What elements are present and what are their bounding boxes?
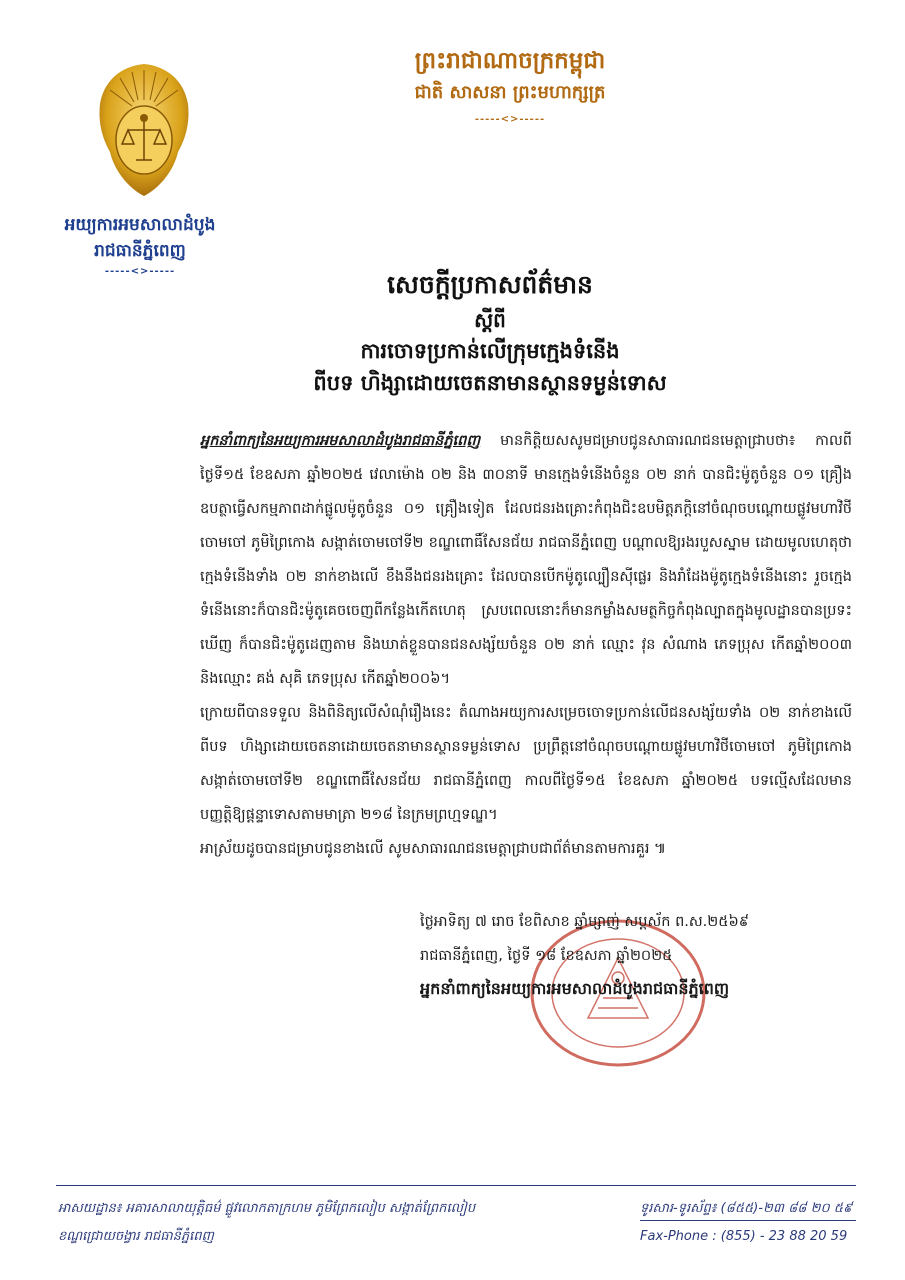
kingdom-header [380,44,640,125]
phone-english: Fax-Phone : (855) - 23 88 20 59 [640,1229,848,1244]
footer-divider [56,1185,856,1186]
date-block [420,905,850,973]
title-line2: ស្តីពី [474,308,506,332]
kingdom-title: ព្រះរាជាណាចក្រកម្ពុជា [414,47,606,74]
gregorian-date: រាជធានីភ្នំពេញ, ថ្ងៃទី ១៨ ខែឧសភា ឆ្នាំ២០២៥ [420,948,673,964]
office-name-line1: អយ្យការអមសាលាដំបូង [64,215,216,235]
issuing-office [40,212,240,277]
body-paragraph-3: អាស្រ័យដូចបានជម្រាបជូនខាងលើ សូមសាធារណជនមេត្តាជ្រាបជាព័ត៌មានតាមការគួរ ៕ [200,841,667,857]
announcement-body [200,424,852,866]
spokesperson-lead: អ្នកនាំពាក្យនៃអយ្យការអមសាលាដំបូងរាជធានីភ្នំពេញ [200,433,481,449]
title-line3: ការចោទប្រកាន់លើក្រុមក្មេងទំនើង [360,338,620,363]
footer-contact [640,1195,860,1251]
lunar-date: ថ្ងៃអាទិត្យ ៧ រោច ខែពិសាខ ឆ្នាំម្សាញ់ សប្តស័ក ព.ស.២៥៦៩ [420,914,750,930]
body-paragraph-1-text: មានកិត្តិយសសូមជម្រាបជូនសាធារណជនមេត្តាជ្រាបថា៖ កាលពីថ្ងៃទី១៥ ខែឧសភា ឆ្នាំ២០២៥ វេលាម៉ោង ០២ និង ៣០នាទី មានក្មេងទំនើងចំនួន ០២ នាក់ បានជិះម៉ូតូចំនួន ០១ គ្រឿង ឧបត្ថាធ្វើសកម្មភាពដាក់ផ្លូលម៉ូតូចំនួន ០១ គ្រឿងទៀត ដែលជនរងគ្រោះកំពុងជិះឧបមិត្តភក្តិនៅចំណុចបណ្តោយផ្លូវមហាវិថីចោមចៅ ភូមិព្រៃកោង សង្កាត់ចោមចៅទី២ ខណ្ឌពោធិ៍សែនជ័យ រាជធានីភ្នំពេញ បណ្តាលឱ្យរងរបួសស្នាម ដោយមូលហេតុថាក្មេងទំនើងទាំង ០២ នាក់ខាងលើ ខឹងនឹងជនរងគ្រោះ ដែលបានបើកម៉ូតូល្បឿនស៊ីផ្លេរ និងរាំដែងម៉ូតូក្មេងទំនើងនោះ រួចក្មេងទំនើងនោះក៏បានជិះម៉ូតូគេចចេញពីកន្លែងកើតហេតុ ស្របពេលនោះក៏មានកម្លាំងសមត្ថកិច្ចកំពុងល្បាតក្នុងមូលដ្ឋានបានប្រទះឃើញ ក៏បានជិះម៉ូតូដេញតាម និងឃាត់ខ្លួនបានជនសង្ស័យចំនួន ០២ នាក់ ឈ្មោះ វុន សំណាង ភេទប្រុស កើតឆ្នាំ២០០៣ និងឈ្មោះ គង់ សុគិ ភេទប្រុស កើតឆ្នាំ២០០៦។ [200,433,852,687]
phone-khmer: ទូរសារ-ទូរស័ព្ទ៖ (៨៥៥)-២៣ ៨៨ ២០ ៥៩ [640,1201,853,1216]
title-line1: សេចក្តីប្រកាសព័ត៌មាន [387,270,593,299]
national-motto: ជាតិ សាសនា ព្រះមហាក្សត្រ [414,82,606,103]
office-ornament: -----<>----- [104,266,176,277]
footer-address [58,1195,618,1251]
signature-title: អ្នកនាំពាក្យនៃអយ្យការអមសាលាដំបូងរាជធានីភ្នំពេញ [420,979,730,998]
body-paragraph-2: ក្រោយពីបានទទួល និងពិនិត្យលើសំណុំរឿងនេះ តំណាងអយ្យការសម្រេចចោទប្រកាន់លើជនសង្ស័យទាំង ០២ នាក់ខាងលើ ពីបទ ហិង្សាដោយចេតនាដោយចេតនាមានស្ថានទម្ងន់ទោស ប្រព្រឹត្តនៅចំណុចបណ្តោយផ្លូវមហាវិថីចោមចៅ ភូមិព្រៃកោង សង្កាត់ចោមចៅទី២ ខណ្ឌពោធិ៍សែនជ័យ រាជធានីភ្នំពេញ កាលពីថ្ងៃទី១៥ ខែឧសភា ឆ្នាំ២០២៥ បទល្មើសដែលមានបញ្ញត្តិឱ្យផ្តន្ទាទោសតាមមាត្រា ២១៨ នៃក្រមព្រហ្មទណ្ឌ។ [200,705,852,823]
kingdom-ornament: -----<>----- [474,114,546,125]
court-emblem-icon [92,60,196,200]
announcement-title [230,265,750,399]
office-name-line2: រាជធានីភ្នំពេញ [94,241,186,261]
title-line4: ពីបទ ហិង្សាដោយចេតនាមានស្ថានទម្ងន់ទោស [313,370,667,395]
contact-divider [640,1220,856,1221]
address-line2: ខណ្ឌជ្រោយចង្វារ រាជធានីភ្នំពេញ [58,1229,214,1244]
body-paragraph-1 [200,424,852,696]
address-line1: អាសយដ្ឋាន៖ អគារសាលាយុត្តិធម៌ ផ្លូវលោកតាក្រហម ភូមិព្រែកលៀប សង្កាត់ព្រែកលៀប [58,1201,476,1216]
